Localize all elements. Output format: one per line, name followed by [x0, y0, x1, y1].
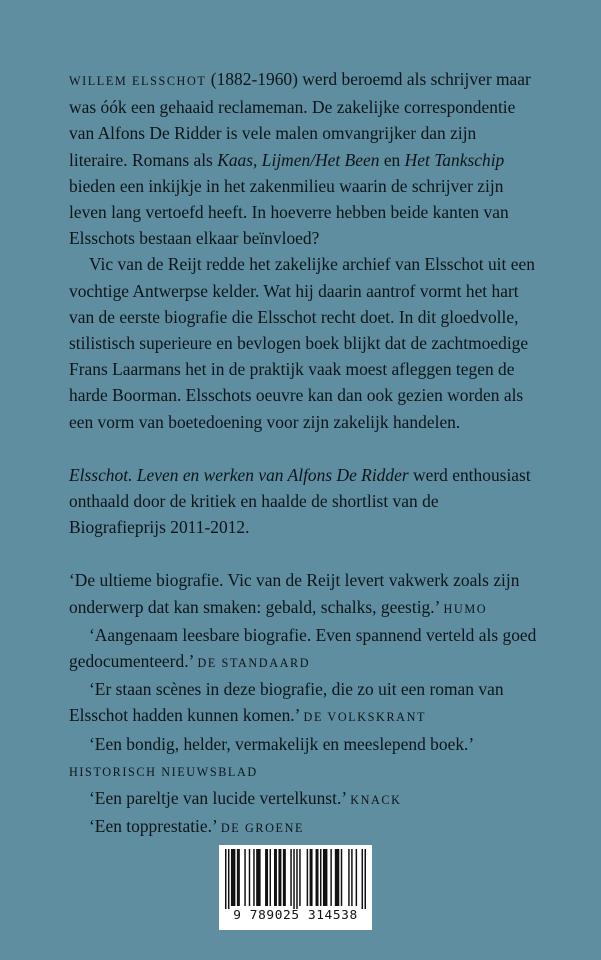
review-list — [69, 567, 537, 841]
review-source: DE GROENE — [220, 821, 305, 836]
barcode-bar — [278, 849, 281, 906]
review-quote: ‘Aangenaam leesbare biografie. Even spannend verteld als goed gedocumenteerd.’ DE STANDAARD — [69, 624, 537, 672]
barcode-bar — [351, 849, 352, 906]
review-source: HISTORISCH NIEUWSBLAD — [69, 764, 258, 779]
review-quote: ‘Er staan scènes in deze biografie, die zo uit een roman van Elsschot hadden kunnen komen.’ DE VOLKSKRANT — [69, 679, 504, 726]
review-quote: ‘Een topprestatie.’ DE GROENE — [89, 816, 305, 837]
author-name: WILLEM ELSSCHOT — [69, 74, 207, 88]
review-quote: ‘De ultieme biografie. Vic van de Reijt levert vakwerk zoals zijn onderwerp dat kan smaken: gebald, schalks, geestig.’ HUMO — [69, 570, 520, 617]
blurb-text — [69, 66, 537, 841]
barcode-bar — [310, 849, 313, 906]
review-quote: ‘Een bondig, helder, vermakelijk en meeslepend boek.’ HISTORISCH NIEUWSBLAD — [69, 733, 473, 779]
barcode-bar — [299, 849, 300, 906]
barcode-bar — [362, 849, 363, 909]
reception-paragraph: Elsschot. Leven en werken van Alfons De Ridder werd enthousiast onthaald door de kritiek en haalde de shortlist van de Biografieprijs 2011-2012. — [69, 464, 531, 538]
barcode-bar — [256, 849, 260, 906]
barcode-bar — [341, 849, 342, 906]
barcode-bar — [365, 849, 366, 909]
barcode-bar — [225, 849, 226, 909]
book-title: Elsschot. Leven en werken van Alfons De Ridder — [69, 464, 409, 485]
intro-paragraph: WILLEM ELSSCHOT (1882-1960) werd beroemd als schrijver maar was óók een gehaaid reclameman. De zakelijke correspondentie van Alfons De Ridder is vele malen omvangrijker dan zijn literaire. Romans als Kaas, Lijmen/Het Been en Het Tankschip bieden een inkijkje in het zakenmilieu waarin de schrijver zijn leven lang vertoefd heeft. In hoeverre hebben beide kanten van Elsschots bestaan elkaar beïnvloed? — [69, 69, 531, 249]
barcode-bar — [348, 849, 349, 906]
review-source: DE STANDAARD — [197, 656, 311, 671]
review-source: DE VOLKSKRANT — [303, 710, 427, 725]
barcode-number: 9 789025 314538 — [233, 908, 358, 923]
barcode-bar — [330, 849, 331, 906]
barcode-bar — [290, 849, 291, 906]
barcode-bar — [265, 849, 268, 906]
novel-title: Kaas, Lijmen/Het Been — [217, 149, 380, 170]
barcode-bar — [320, 849, 321, 906]
archive-paragraph: Vic van de Reijt redde het zakelijke archief van Elsschot uit een vochtige Antwerpse kelder. Wat hij daarin aantrof vormt het hart van de eerste biografie die Elsschot recht doet. In dit gloedvolle, stilistisch superieure en bevlogen boek blijkt dat de zachtmoedige Frans Laarmans het in de praktijk vaak moest afleggen tegen de harde Boorman. Elsschots oeuvre kan dan ook gezien worden als een vorm van boetedoening voor zijn zakelijk handelen. — [69, 254, 535, 432]
barcode-bar — [316, 849, 319, 906]
barcode-bar — [293, 849, 294, 909]
barcode-bar — [356, 849, 357, 906]
barcode-bar — [270, 849, 271, 906]
barcode-bar — [228, 849, 229, 909]
barcode-bar — [307, 849, 308, 906]
review-source: KNACK — [350, 793, 402, 808]
barcode-bars — [225, 849, 366, 909]
barcode-bar — [323, 849, 327, 906]
barcode-bar — [283, 849, 286, 906]
barcode-bar — [231, 849, 235, 906]
barcode-bar — [249, 849, 250, 906]
novel-title: Het Tankschip — [404, 149, 505, 170]
barcode-bar — [296, 849, 297, 909]
isbn-barcode — [219, 845, 372, 930]
review-quote: ‘Een pareltje van lucide vertelkunst.’ KNACK — [89, 788, 402, 809]
barcode-bar — [253, 849, 254, 906]
barcode-bar — [237, 849, 240, 906]
review-source: HUMO — [443, 601, 488, 616]
barcode-bar — [244, 849, 245, 906]
barcode-bar — [274, 849, 277, 906]
barcode-bar — [335, 849, 339, 906]
